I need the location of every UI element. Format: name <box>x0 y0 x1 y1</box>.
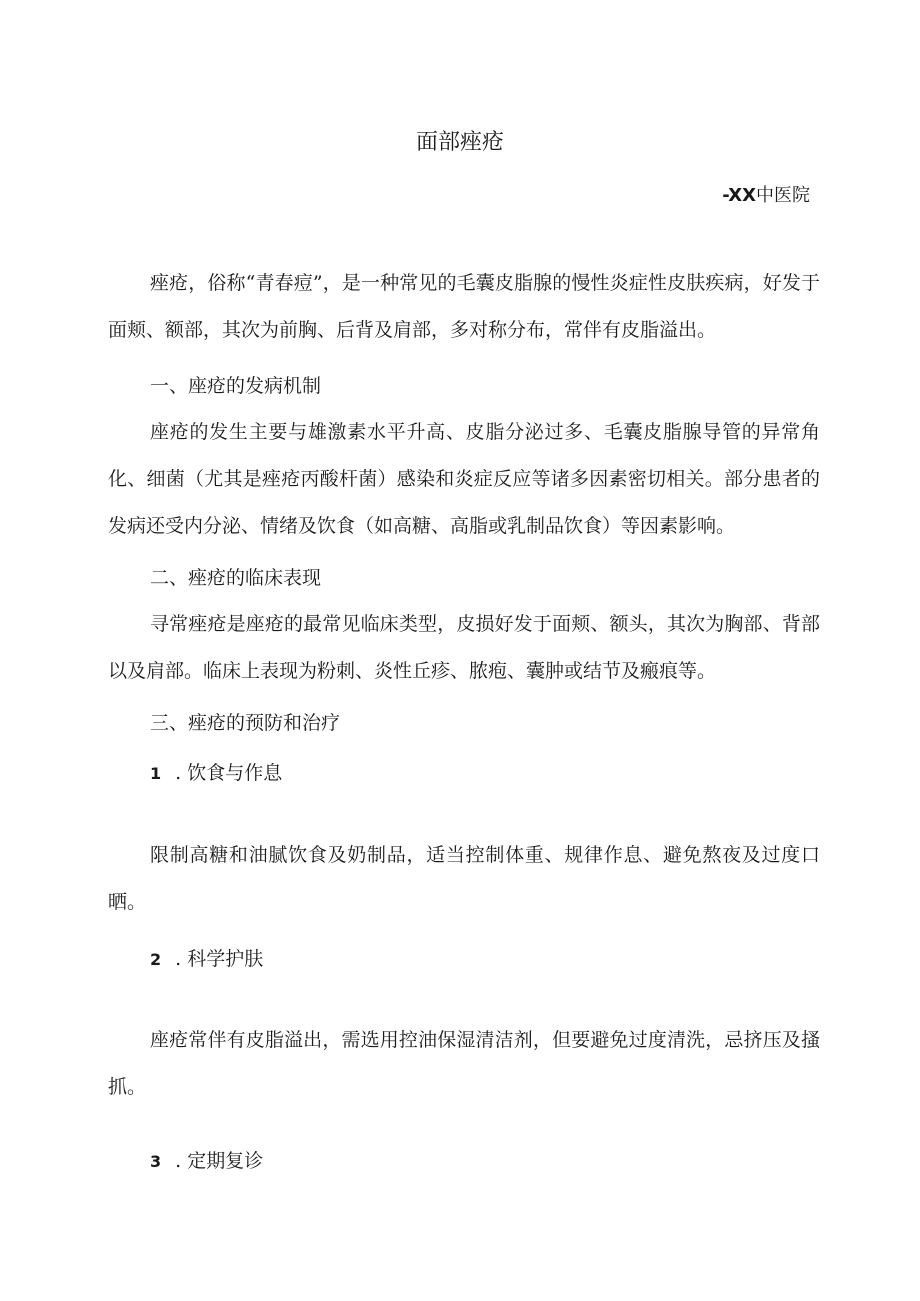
section-body-2: 寻常痤疮是座疮的最常见临床类型，皮损好发于面颊、额头，其次为胸部、背部以及肩部。临床上表现为粉刺、炎性丘疹、脓疱、囊肿或结节及瘢痕等。 <box>108 613 820 682</box>
author-suffix: 中医院 <box>756 185 810 206</box>
list-item-label: . 科学护肤 <box>175 948 264 970</box>
page-title: 面部痤疮 <box>415 130 504 155</box>
list-item-number: 3 <box>150 1152 162 1171</box>
list-item-2-body: 座疮常伴有皮脂溢出，需选用控油保湿清洁剂，但要避免过度清洗，忌挤压及搔抓。 <box>108 1029 820 1098</box>
list-item-1-heading <box>150 758 282 789</box>
list-item-label: . 定期复诊 <box>175 1150 264 1172</box>
list-item-1-body: 限制高糖和油腻饮食及奶制品，适当控制体重、规律作息、避免熬夜及过度口晒。 <box>108 844 820 913</box>
list-item-number: 1 <box>150 764 162 783</box>
author-line <box>722 182 810 210</box>
list-item-2-heading <box>150 944 263 975</box>
section-heading-1: 一、座疮的发病机制 <box>150 375 322 397</box>
list-item-label: . 饮食与作息 <box>175 762 283 784</box>
list-item-3-heading <box>150 1146 263 1177</box>
intro-paragraph: 痤疮，俗称“青春痘”，是一种常见的毛囊皮脂腺的慢性炎症性皮肤疾病，好发于面颊、额部，其次为前胸、后背及肩部，多对称分布，常伴有皮脂溢出。 <box>108 272 820 341</box>
list-item-number: 2 <box>150 950 162 969</box>
section-heading-3: 三、痤疮的预防和治疗 <box>150 712 341 734</box>
section-heading-2: 二、痤疮的临床表现 <box>150 567 322 589</box>
section-body-1: 座疮的发生主要与雄激素水平升高、皮脂分泌过多、毛囊皮脂腺导管的异常角化、细菌（尤其是痤疮丙酸杆菌）感染和炎症反应等诸多因素密切相关。部分患者的发病还受内分泌、情绪及饮食（如高糖、高脂或乳制品饮食）等因素影响。 <box>108 421 820 537</box>
author-prefix: -XX <box>722 185 756 206</box>
